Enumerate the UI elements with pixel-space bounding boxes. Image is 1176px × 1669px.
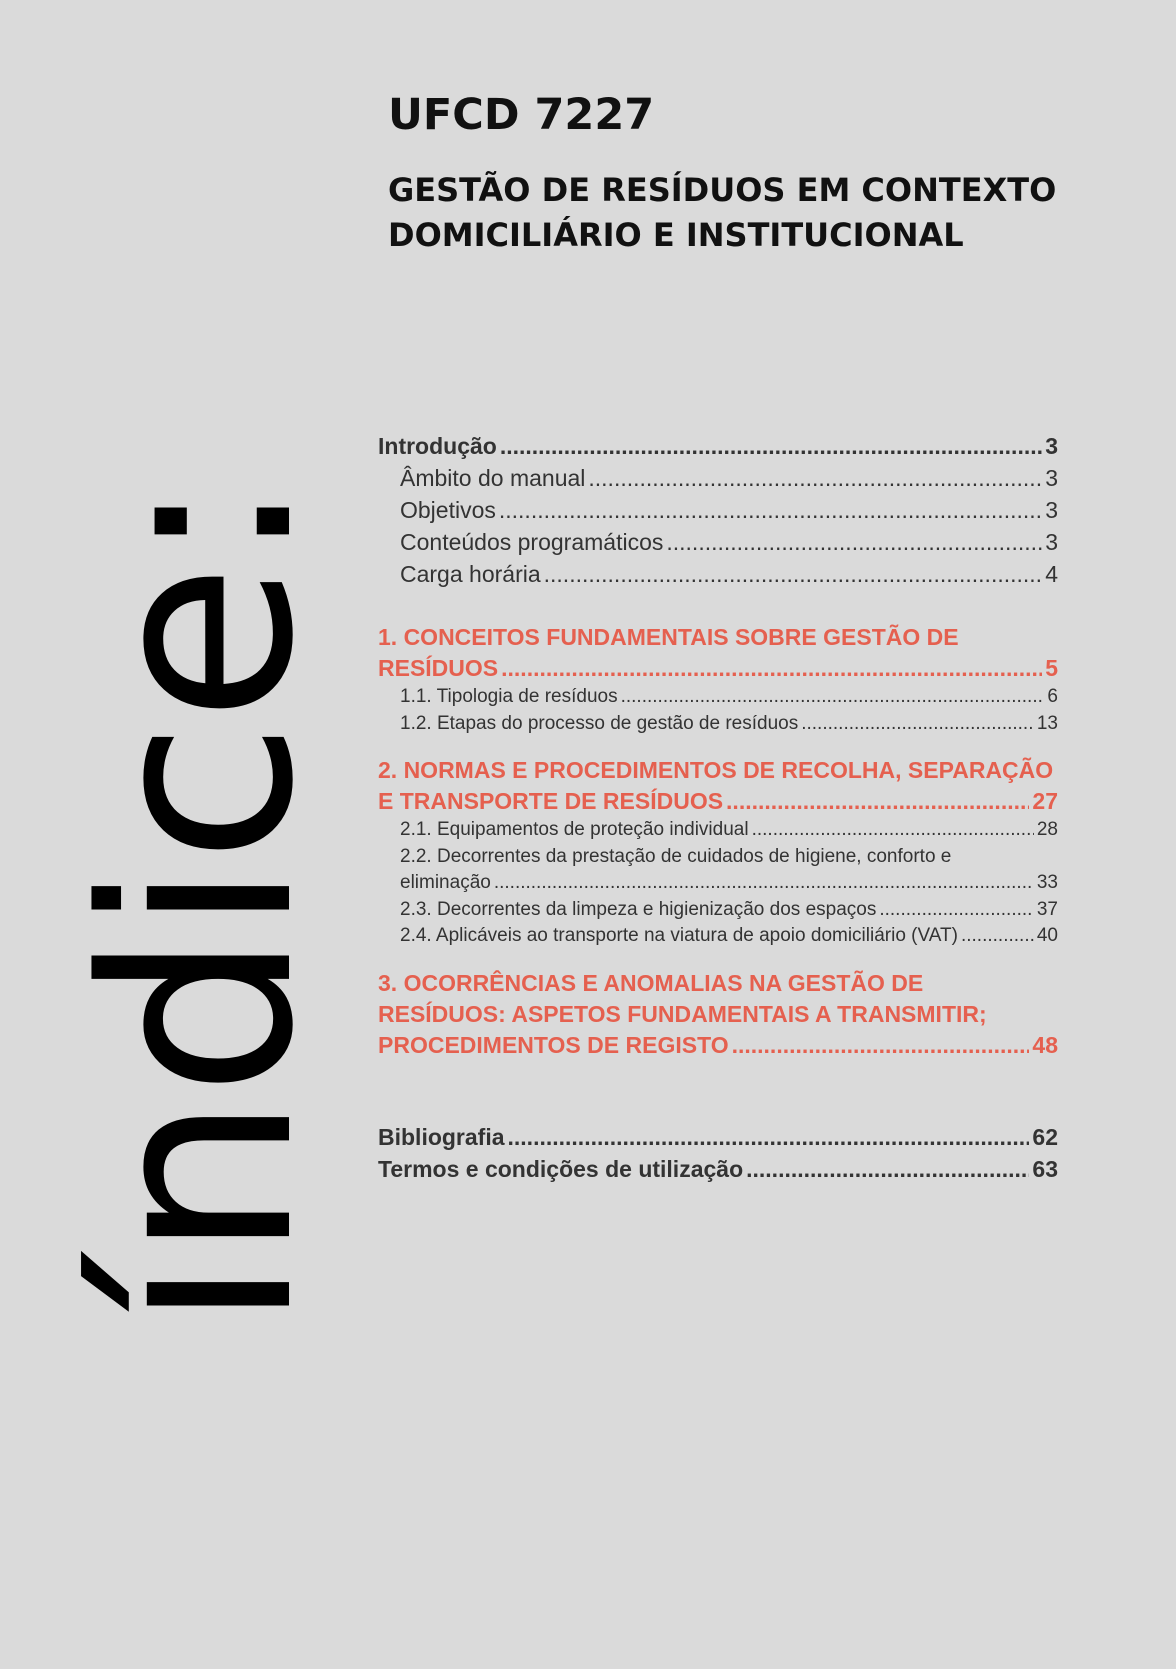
toc-page-number: 3 [1045,497,1058,523]
toc-page-number: 3 [1045,529,1058,555]
toc-entry-2-4[interactable] [378,923,1058,950]
chapter-title-line: E TRANSPORTE DE RESÍDUOS [378,788,724,814]
dot-leader [801,711,1034,738]
chapter-title-line: RESÍDUOS [378,655,499,681]
toc-entry-label-line: 2.2. Decorrentes da prestação de cuidados de higiene, conforto e [400,845,952,867]
dot-leader [752,817,1034,844]
toc-entry-label: Objetivos [400,497,496,523]
chapter-title-line: 1. CONCEITOS FUNDAMENTAIS SOBRE GESTÃO DE [378,624,959,650]
dot-leader [501,653,1042,684]
toc-page-number: 4 [1045,561,1058,587]
chapter-title-line: 3. OCORRÊNCIAS E ANOMALIAS NA GESTÃO DE [378,969,924,996]
toc-page-number: 3 [1045,433,1058,459]
course-title-line: DOMICILIÁRIO E INSTITUCIONAL [388,216,964,254]
toc-entry-label: Introdução [378,433,497,459]
toc-page-number: 13 [1036,712,1058,734]
toc-entry-label: Âmbito do manual [400,465,586,491]
dot-leader [879,897,1034,924]
toc-entry-terms[interactable] [378,1153,1058,1185]
course-code: UFCD 7227 [388,90,655,140]
toc-entry-bibliography[interactable] [378,1121,1058,1153]
toc-entry-introduction[interactable] [378,430,1058,462]
toc-page-number: 62 [1032,1123,1058,1150]
toc-page-number: 40 [1036,925,1058,946]
dot-leader [544,558,1043,590]
toc-entry-scope[interactable] [378,462,1058,494]
toc-entry-label: 1.2. Etapas do processo de gestão de resíduos [400,712,799,734]
toc-page-number: 3 [1045,465,1058,491]
toc-chapter-1[interactable] [378,622,1058,684]
dot-leader [494,870,1034,897]
dot-leader [588,462,1042,494]
toc-entry-label: Conteúdos programáticos [400,529,664,555]
toc-page-number: 63 [1032,1155,1058,1182]
dot-leader [746,1153,1029,1185]
chapter-title-line: PROCEDIMENTOS DE REGISTO [378,1031,729,1058]
toc-entry-label: 2.1. Equipamentos de proteção individual [400,819,749,840]
toc-entry-1-2[interactable] [378,711,1058,738]
toc-chapter-2[interactable] [378,755,1058,817]
toc-entry-objectives[interactable] [378,494,1058,526]
toc-entry-2-1[interactable] [378,817,1058,844]
toc-page-number: 37 [1036,898,1058,920]
dot-leader [500,430,1042,462]
dot-leader [499,494,1042,526]
toc-entry-label: Carga horária [400,561,541,587]
toc-entry-label: 2.4. Aplicáveis ao transporte na viatura de apoio domiciliário (VAT) [400,925,958,946]
toc-entry-contents[interactable] [378,526,1058,558]
toc-entry-2-2[interactable] [378,844,1058,897]
dot-leader [961,923,1034,950]
dot-leader [726,786,1029,817]
toc-entry-label: Termos e condições de utilização [378,1155,744,1182]
toc-page-number: 6 [1047,686,1058,707]
toc-page-number: 27 [1032,788,1058,814]
toc-chapter-3[interactable] [378,968,1058,1061]
index-heading: índice: [49,479,351,1330]
chapter-title-line: RESÍDUOS: ASPETOS FUNDAMENTAIS A TRANSMITIR; [378,1000,987,1027]
dot-leader [508,1121,1030,1153]
course-title [388,168,1108,258]
dot-leader [732,1030,1030,1061]
toc-entry-1-1[interactable] [378,684,1058,711]
toc-entry-label: 1.1. Tipologia de resíduos [400,686,618,707]
chapter-title-line: 2. NORMAS E PROCEDIMENTOS DE RECOLHA, SEPARAÇÃO [378,757,1054,783]
toc-entry-2-3[interactable] [378,897,1058,924]
toc-page-number: 33 [1036,872,1058,893]
course-title-line: GESTÃO DE RESÍDUOS EM CONTEXTO [388,171,1057,209]
toc-page-number: 5 [1045,655,1058,681]
toc-entry-label: Bibliografia [378,1123,505,1150]
toc-page-number: 28 [1036,819,1058,840]
toc-entry-label: eliminação [400,872,491,893]
dot-leader [666,526,1042,558]
toc-entry-workload[interactable] [378,558,1058,590]
table-of-contents [378,430,1058,1185]
dot-leader [621,684,1045,711]
toc-page-number: 48 [1032,1031,1058,1058]
toc-entry-label: 2.3. Decorrentes da limpeza e higienização dos espaços [400,898,877,920]
